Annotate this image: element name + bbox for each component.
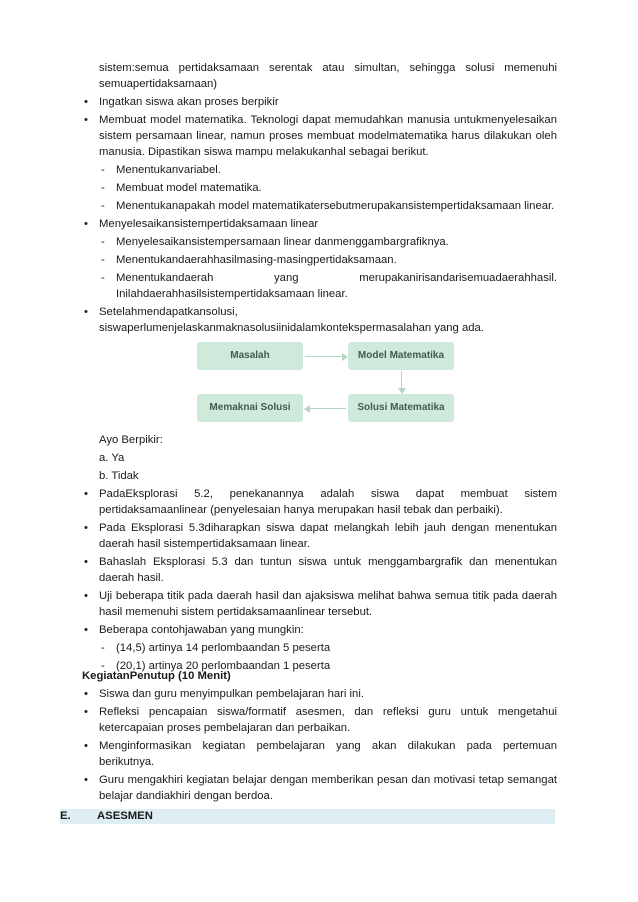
- option-b: b. Tidak: [99, 470, 139, 482]
- process-diagram: [195, 340, 460, 430]
- arrow-down-line: [401, 371, 402, 389]
- sub-list-item: - Membuat model matematika.: [82, 180, 557, 196]
- list-item: • Beberapa contohjawaban yang mungkin:: [82, 622, 557, 638]
- sub-list-item: - (20,1) artinya 20 perlombaandan 1 peserta: [82, 658, 557, 674]
- arrow-right-line: [305, 356, 343, 357]
- list-item: • Setelahmendapatkansolusi, siswaperlumenjelaskanmaknasolusiinidalamkontekspermasalahan yang ada.: [82, 304, 557, 336]
- arrow-left-line: [309, 408, 346, 409]
- list-item: • Menyelesaikansistempertidaksamaan linear: [82, 216, 557, 232]
- top-section: [82, 60, 557, 338]
- list-item: • Menginformasikan kegiatan pembelajaran yang akan dilakukan pada pertemuan berikutnya.: [82, 738, 557, 770]
- sub-list-item: - Menentukanvariabel.: [82, 162, 557, 178]
- sub-list-item: - Menentukandaerah yang merupakanirisandarisemuadaerahhasil. Inilahdaerahhasilsistempertidaksamaan linear.: [82, 270, 557, 302]
- list-item: • Uji beberapa titik pada daerah hasil dan ajaksiswa melihat bahwa semua titik pada daerah hasil memenuhi sistem pertidaksamaanlinear tersebut.: [82, 588, 557, 620]
- list-item: • PadaEksplorasi 5.2, penekanannya adalah siswa dapat membuat sistem pertidaksamaanlinear (penyelesaian hanya merupakan hasil tebak dan perbaiki).: [82, 486, 557, 518]
- section-heading-asesmen: [60, 809, 555, 824]
- diagram-box-model-matematika: Model Matematika: [348, 342, 454, 370]
- section-number: E.: [60, 810, 71, 822]
- diagram-box-masalah: Masalah: [197, 342, 303, 370]
- diagram-box-memaknai-solusi: Memaknai Solusi: [197, 394, 303, 422]
- list-item: • Refleksi pencapaian siswa/formatif asesmen, dan refleksi guru untuk mengetahui ketercapaian proses pembelajaran dan perbaikan.: [82, 704, 557, 736]
- arrow-left-icon: [304, 405, 310, 413]
- sub-list-item: - Menyelesaikansistempersamaan linear danmenggambargrafiknya.: [82, 234, 557, 250]
- continued-text: sistem:semua pertidaksamaan serentak atau simultan, sehingga solusi memenuhi semuapertidaksamaan): [99, 62, 557, 90]
- list-item: • Guru mengakhiri kegiatan belajar dengan memberikan pesan dan motivasi tetap semangat belajar dandiakhiri dengan berdoa.: [82, 772, 557, 804]
- penutup-heading: KegiatanPenutup (10 Menit): [82, 670, 231, 682]
- diagram-box-solusi-matematika: Solusi Matematika: [348, 394, 454, 422]
- sub-list-item: - Menentukandaerahhasilmasing-masingpertidaksamaan.: [82, 252, 557, 268]
- arrow-down-icon: [398, 388, 406, 394]
- option-a: a. Ya: [99, 452, 125, 464]
- list-item: • Membuat model matematika. Teknologi dapat memudahkan manusia untukmenyelesaikan sistem persamaan linear, namun proses membuat modelmatematika harus dilakukan oleh manusia. Dipastikan siswa mampu melakukanhal sebagai berikut.: [82, 112, 557, 160]
- list-item: • Ingatkan siswa akan proses berpikir: [82, 94, 557, 110]
- sub-list-item: - (14,5) artinya 14 perlombaandan 5 peserta: [82, 640, 557, 656]
- section-title: ASESMEN: [97, 810, 153, 822]
- middle-section: [82, 432, 557, 676]
- ayo-berpikir-label: Ayo Berpikir:: [99, 434, 163, 446]
- list-item: • Pada Eksplorasi 5.3diharapkan siswa dapat melangkah lebih jauh dengan menentukan daerah hasil sistempertidaksamaan linear.: [82, 520, 557, 552]
- list-item: • Siswa dan guru menyimpulkan pembelajaran hari ini.: [82, 686, 557, 702]
- penutup-section: [82, 668, 557, 806]
- arrow-right-icon: [342, 353, 348, 361]
- list-item: • Bahaslah Eksplorasi 5.3 dan tuntun siswa untuk menggambargrafik dan menentukan daerah hasil.: [82, 554, 557, 586]
- sub-list-item: - Menentukanapakah model matematikatersebutmerupakansistempertidaksamaan linear.: [82, 198, 557, 214]
